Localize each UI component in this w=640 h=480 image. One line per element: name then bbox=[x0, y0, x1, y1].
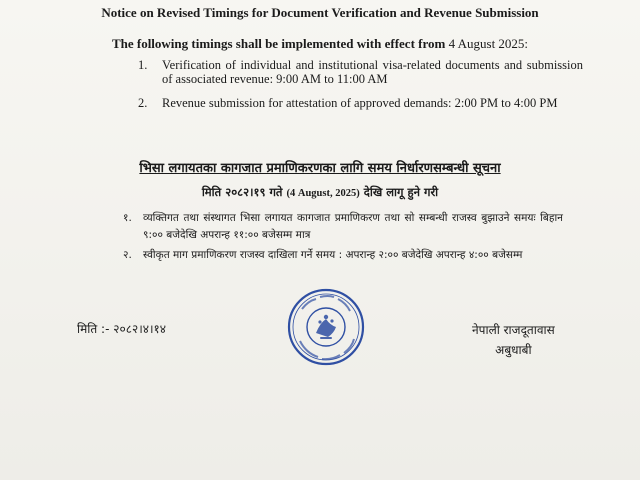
list-item bbox=[123, 247, 563, 264]
signatory-city: अबुधाबी bbox=[495, 343, 532, 357]
embassy-seal-icon bbox=[286, 287, 366, 367]
english-intro-date: 4 August 2025: bbox=[448, 36, 529, 51]
signatory bbox=[472, 320, 555, 360]
item-text: स्वीकृत माग प्रमाणिकरण राजस्व दाखिला गर्ने समय : अपरान्ह २:०० बजेदेखि अपरान्ह ४:०० बजेसम्म bbox=[143, 249, 523, 261]
issue-date: मिति :- २०८२।४।१४ bbox=[77, 322, 167, 336]
english-intro bbox=[0, 36, 640, 52]
signatory-embassy: नेपाली राजदूतावास bbox=[472, 323, 555, 337]
item-number: 1. bbox=[138, 58, 148, 72]
item-text: व्यक्तिगत तथा संस्थागत भिसा लगायत कागजात प्रमाणिकरण तथा सो सम्बन्धी राजस्व बुझाउने समयः बिहान ९:०० बजेदेखि अपरान्ह ११:०० बजेसम्म मात्र bbox=[143, 212, 563, 241]
item-number: २. bbox=[123, 249, 132, 261]
nepali-subtitle-date: (4 August, 2025) bbox=[286, 188, 360, 199]
list-item bbox=[138, 96, 583, 110]
nepali-timings-list bbox=[123, 210, 563, 267]
nepali-title-text: भिसा लगायतका कागजात प्रमाणिकरणका लागि समय निर्धारणसम्बन्धी सूचना bbox=[139, 161, 501, 176]
nepali-title bbox=[0, 158, 640, 176]
english-timings-list bbox=[138, 58, 583, 120]
item-number: १. bbox=[123, 212, 132, 224]
nepali-subtitle bbox=[0, 185, 640, 200]
item-text: Verification of individual and institutional visa-related documents and submission of associated revenue: 9:00 AM to 11:00 AM bbox=[162, 58, 583, 86]
english-intro-text: The following timings shall be implemented with effect from bbox=[111, 36, 446, 51]
list-item bbox=[138, 58, 583, 86]
item-number: 2. bbox=[138, 96, 148, 110]
english-title: Notice on Revised Timings for Document Verification and Revenue Submission bbox=[101, 5, 539, 20]
nepali-subtitle-pre: मिति २०८२।१९ गते bbox=[201, 185, 283, 199]
item-text: Revenue submission for attestation of approved demands: 2:00 PM to 4:00 PM bbox=[162, 96, 558, 110]
list-item bbox=[123, 210, 563, 244]
nepali-subtitle-post: देखि लागू हुने गरी bbox=[363, 185, 439, 199]
